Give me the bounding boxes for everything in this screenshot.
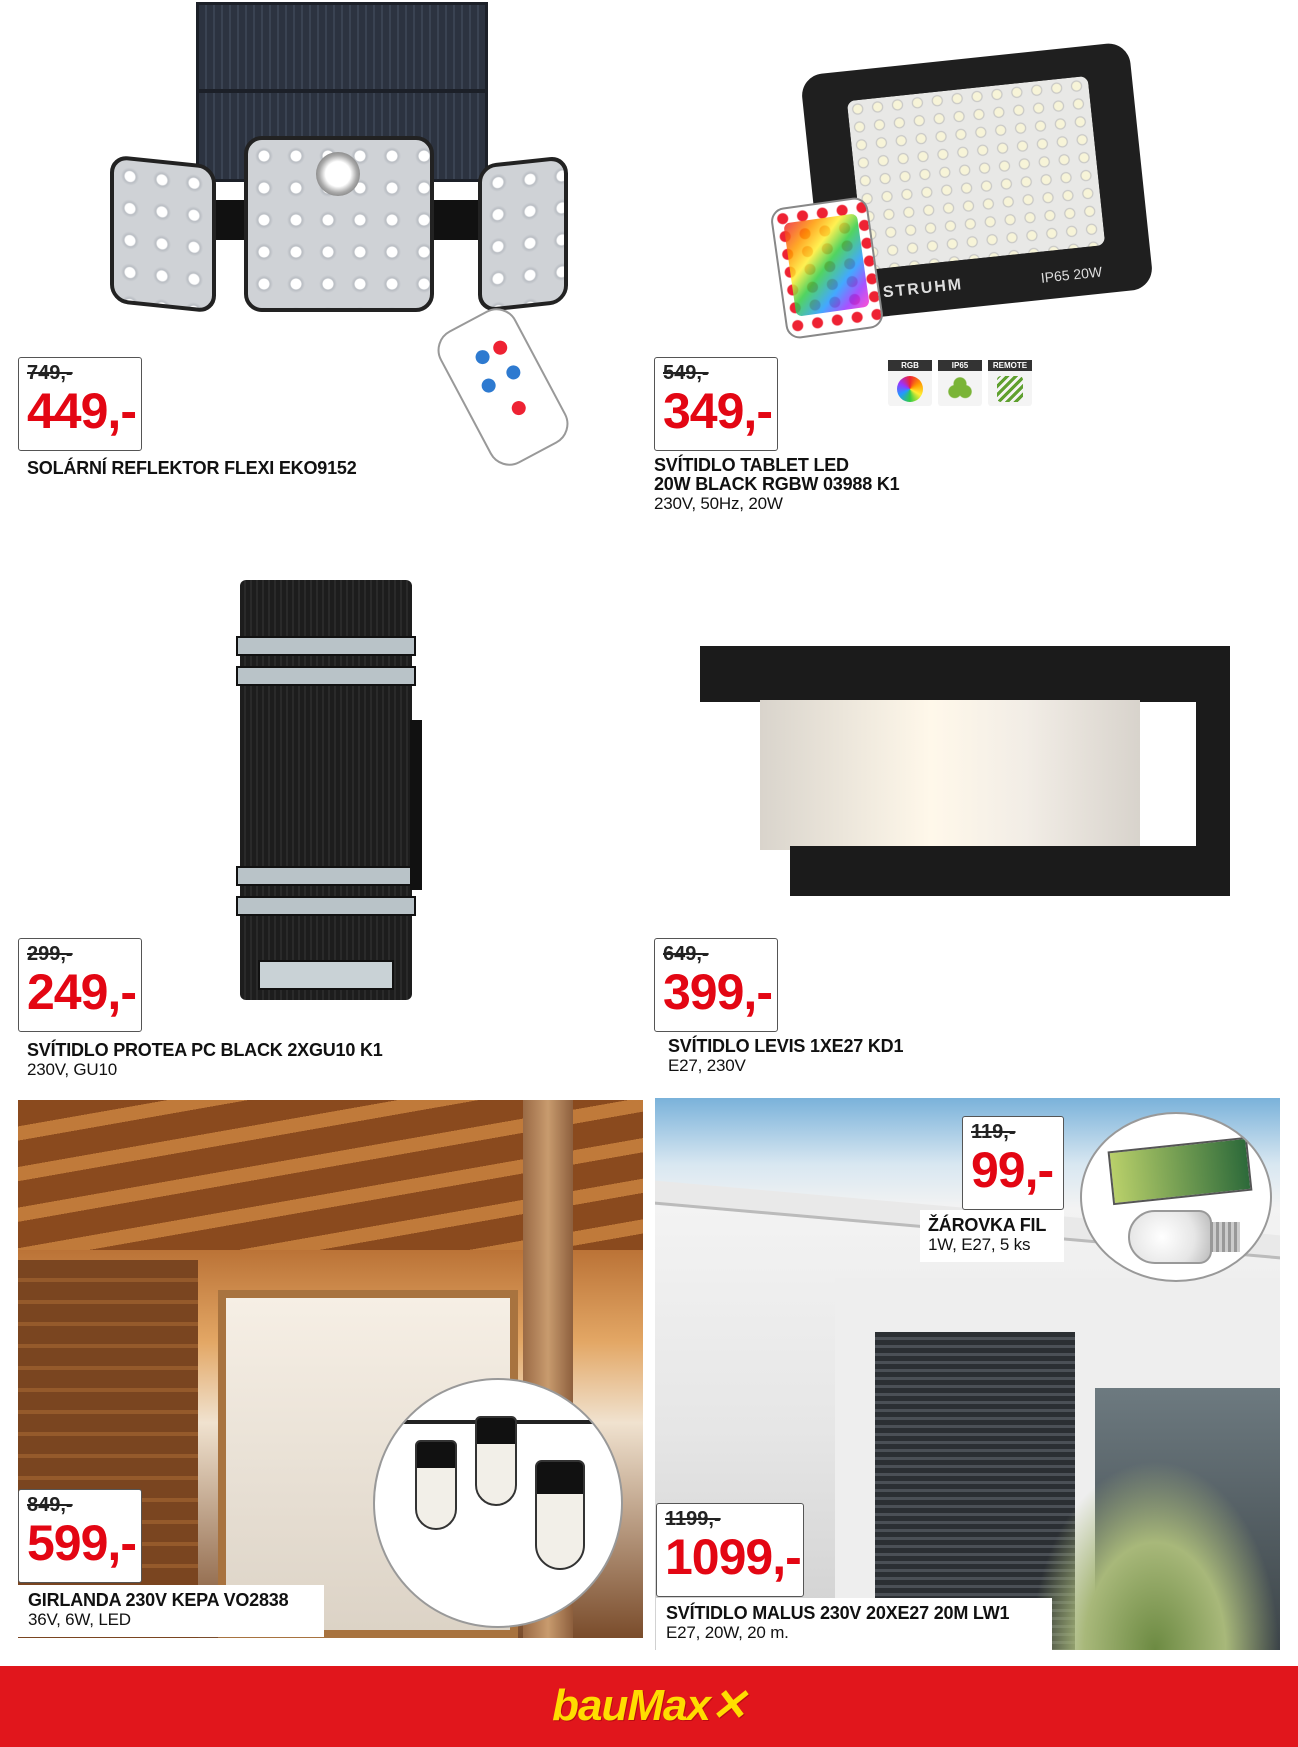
product-spec: E27, 230V — [668, 1056, 746, 1075]
led-panel — [847, 76, 1105, 270]
price-box — [18, 1489, 142, 1583]
product-title: SVÍTIDLO LEVIS 1XE27 KD1 E27, 230V — [668, 1036, 904, 1075]
new-price: 599,- — [27, 1515, 136, 1571]
product-title: SVÍTIDLO PROTEA PC BLACK 2XGU10 K1 230V, GU10 — [27, 1040, 383, 1079]
price-box — [656, 1503, 804, 1597]
levis-lamp-side — [1196, 660, 1230, 896]
rgb-badge: RGB — [888, 360, 932, 406]
product-title: SVÍTIDLO TABLET LED 20W BLACK RGBW 03988 K1 230V, 50Hz, 20W — [654, 455, 900, 513]
levis-lamp-top — [700, 646, 1230, 702]
new-price: 449,- — [27, 383, 136, 439]
product-title: GIRLANDA 230V KEPA VO2838 36V, 6W, LED — [18, 1585, 324, 1637]
new-price: 399,- — [663, 964, 772, 1020]
baumax-logo[interactable]: bauMax✕ — [552, 1681, 746, 1730]
product-spec: 36V, 6W, LED — [28, 1610, 131, 1629]
product-spec: 1W, E27, 5 ks — [928, 1235, 1031, 1254]
left-lamp-head-image — [110, 154, 216, 313]
price-box — [654, 938, 778, 1032]
right-lamp-head-image — [478, 155, 568, 312]
flood-light-image: STRUHM IP65 20W — [800, 41, 1154, 322]
old-price: 649,- — [663, 943, 709, 965]
remote-control-image — [430, 301, 576, 474]
motion-sensor-icon — [316, 152, 360, 196]
price-box — [18, 357, 142, 451]
protea-lamp-image — [240, 580, 412, 1000]
footer-bar — [0, 1666, 1298, 1747]
grass-plant — [1030, 1460, 1280, 1650]
old-price: 299,- — [27, 943, 73, 965]
rgb-color-wheel-icon — [897, 376, 923, 402]
product-spec: 230V, 50Hz, 20W — [654, 494, 783, 513]
product-title: SOLÁRNÍ REFLEKTOR FLEXI EKO9152 — [27, 458, 357, 478]
string-light-bulbs-inset — [373, 1378, 623, 1628]
price-box — [962, 1116, 1064, 1210]
product-spec: 230V, GU10 — [27, 1060, 117, 1079]
ip65-badge: IP65 — [938, 360, 982, 406]
signal-icon — [997, 376, 1023, 402]
remote-badge: REMOTE — [988, 360, 1032, 406]
old-price: 549,- — [663, 362, 709, 384]
bulb-pack-inset — [1080, 1112, 1272, 1282]
new-price: 99,- — [971, 1142, 1054, 1198]
wall-mount — [410, 720, 422, 890]
rgb-remote-image — [769, 196, 884, 340]
product-title: ŽÁROVKA FIL 1W, E27, 5 ks — [920, 1210, 1064, 1262]
logo-x-mark-icon: ✕ — [709, 1681, 746, 1730]
new-price: 349,- — [663, 383, 772, 439]
old-price: 1199,- — [665, 1508, 721, 1530]
product-title: SVÍTIDLO MALUS 230V 20XE27 20M LW1 E27, 20W, 20 m. — [656, 1598, 1052, 1650]
new-price: 1099,- — [665, 1529, 801, 1585]
old-price: 749,- — [27, 362, 73, 384]
old-price: 849,- — [27, 1494, 73, 1516]
water-drops-icon — [947, 376, 973, 402]
price-box — [18, 938, 142, 1032]
product-spec: E27, 20W, 20 m. — [666, 1623, 789, 1642]
levis-lamp-diffuser — [760, 700, 1140, 850]
product-solar-reflector[interactable] — [0, 0, 640, 520]
levis-lamp-bottom — [790, 846, 1230, 896]
old-price: 119,- — [971, 1121, 1016, 1143]
new-price: 249,- — [27, 964, 136, 1020]
price-box — [654, 357, 778, 451]
